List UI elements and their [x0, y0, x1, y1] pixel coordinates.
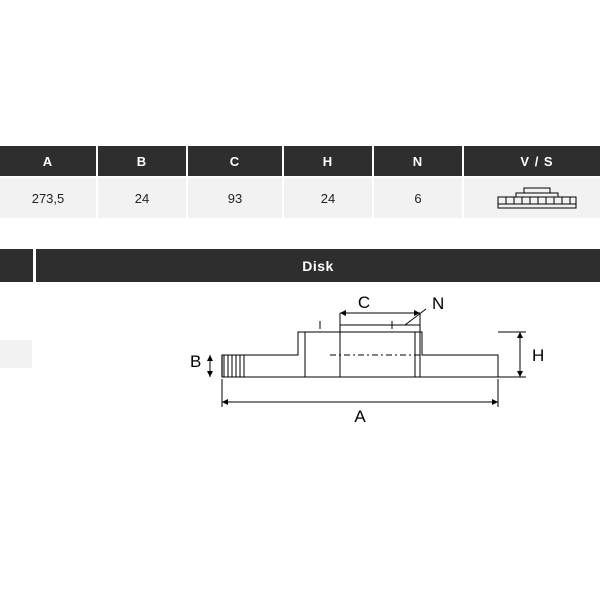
cell-b: 24	[97, 177, 187, 218]
cell-a: 273,5	[0, 177, 97, 218]
cell-c: 93	[187, 177, 283, 218]
cell-vs	[463, 177, 600, 218]
vented-disk-section-icon	[494, 185, 580, 211]
column-header-a: A	[0, 146, 97, 177]
dimension-label-h: H	[532, 346, 545, 365]
section-title: Disk	[36, 249, 600, 282]
column-header-b: B	[97, 146, 187, 177]
spec-table	[0, 146, 600, 218]
column-header-h: H	[283, 146, 373, 177]
dimension-label-n: N	[432, 295, 445, 313]
title-stub	[0, 249, 33, 282]
dimension-label-a: A	[354, 407, 366, 426]
column-header-c: C	[187, 146, 283, 177]
dimension-label-c: C	[357, 295, 371, 312]
table-header-row	[0, 146, 600, 177]
table-row	[0, 177, 600, 218]
column-header-n: N	[373, 146, 463, 177]
cell-h: 24	[283, 177, 373, 218]
side-block	[0, 340, 32, 368]
column-header-vs: V / S	[463, 146, 600, 177]
dimension-label-b: B	[190, 352, 202, 371]
brake-disk-cross-section	[180, 295, 580, 435]
section-title-row	[0, 249, 600, 282]
cell-n: 6	[373, 177, 463, 218]
